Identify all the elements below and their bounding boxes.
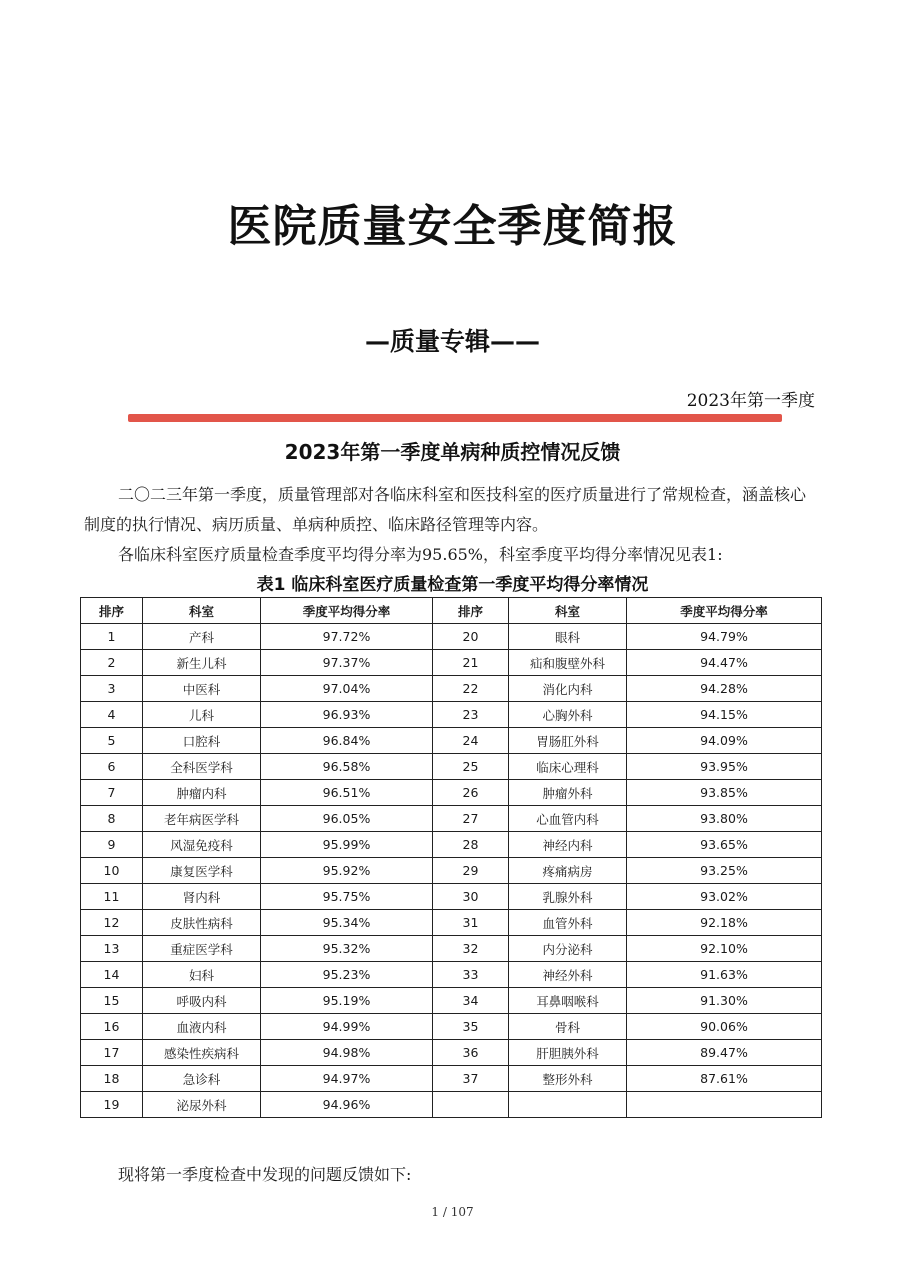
rank-cell: 37: [433, 1066, 509, 1092]
issue-date: 2023年第一季度: [686, 391, 815, 411]
table-caption: 表1 临床科室医疗质量检查第一季度平均得分率情况: [256, 575, 649, 595]
dept-cell: 全科医学科: [143, 754, 261, 780]
score-cell: 93.25%: [627, 858, 822, 884]
dept-cell: 乳腺外科: [509, 884, 627, 910]
rank-cell: 10: [81, 858, 143, 884]
dept-cell: 心胸外科: [509, 702, 627, 728]
dept-cell: 临床心理科: [509, 754, 627, 780]
score-cell: 94.47%: [627, 650, 822, 676]
table-row: [81, 858, 822, 884]
dept-cell: 肾内科: [143, 884, 261, 910]
dept-cell: 肝胆胰外科: [509, 1040, 627, 1066]
rank-cell: 11: [81, 884, 143, 910]
rank-cell: 29: [433, 858, 509, 884]
rank-cell: 24: [433, 728, 509, 754]
dept-cell: 胃肠肛外科: [509, 728, 627, 754]
table-body: [81, 624, 822, 1118]
score-cell: 97.72%: [261, 624, 433, 650]
score-cell: 94.98%: [261, 1040, 433, 1066]
score-cell: 93.80%: [627, 806, 822, 832]
rank-cell: 26: [433, 780, 509, 806]
score-cell: 91.63%: [627, 962, 822, 988]
section-title: 2023年第一季度单病种质控情况反馈: [284, 440, 621, 464]
col-dept-right: 科室: [509, 598, 627, 624]
dept-cell: 骨科: [509, 1014, 627, 1040]
table-row: [81, 754, 822, 780]
dept-cell: 耳鼻咽喉科: [509, 988, 627, 1014]
dept-cell: 呼吸内科: [143, 988, 261, 1014]
rank-cell: 28: [433, 832, 509, 858]
dept-cell: 内分泌科: [509, 936, 627, 962]
table-row: [81, 962, 822, 988]
score-cell: 96.05%: [261, 806, 433, 832]
score-cell: 95.19%: [261, 988, 433, 1014]
score-cell: 93.85%: [627, 780, 822, 806]
table-row: [81, 1040, 822, 1066]
dept-cell: 风湿免疫科: [143, 832, 261, 858]
dept-cell: 儿科: [143, 702, 261, 728]
score-cell: 94.79%: [627, 624, 822, 650]
table-row: [81, 728, 822, 754]
score-cell: 94.97%: [261, 1066, 433, 1092]
col-score-right: 季度平均得分率: [627, 598, 822, 624]
dept-cell: [509, 1092, 627, 1118]
rank-cell: 9: [81, 832, 143, 858]
rank-cell: 35: [433, 1014, 509, 1040]
rank-cell: 25: [433, 754, 509, 780]
rank-cell: 19: [81, 1092, 143, 1118]
dept-cell: 口腔科: [143, 728, 261, 754]
score-cell: 89.47%: [627, 1040, 822, 1066]
score-cell: 96.51%: [261, 780, 433, 806]
dept-cell: 急诊科: [143, 1066, 261, 1092]
dept-cell: 疼痛病房: [509, 858, 627, 884]
page-title: 医院质量安全季度简报: [227, 201, 678, 252]
rank-cell: 20: [433, 624, 509, 650]
score-cell: 94.09%: [627, 728, 822, 754]
dept-cell: 感染性疾病科: [143, 1040, 261, 1066]
rank-cell: 1: [81, 624, 143, 650]
summary-paragraph: 各临床科室医疗质量检查季度平均得分率为95.65%，科室季度平均得分率情况见表1:: [118, 545, 723, 564]
dept-cell: 皮肤性病科: [143, 910, 261, 936]
table-header-row: [81, 598, 822, 624]
page-number: 1 / 107: [431, 1205, 474, 1219]
score-cell: 95.23%: [261, 962, 433, 988]
score-cell: 96.93%: [261, 702, 433, 728]
rank-cell: 15: [81, 988, 143, 1014]
score-cell: 97.37%: [261, 650, 433, 676]
table-row: [81, 1092, 822, 1118]
table-row: [81, 884, 822, 910]
dept-cell: 神经内科: [509, 832, 627, 858]
score-cell: 93.02%: [627, 884, 822, 910]
rank-cell: 21: [433, 650, 509, 676]
rank-cell: [433, 1092, 509, 1118]
dept-cell: 康复医学科: [143, 858, 261, 884]
rank-cell: 36: [433, 1040, 509, 1066]
dept-cell: 血液内科: [143, 1014, 261, 1040]
dept-cell: 产科: [143, 624, 261, 650]
score-cell: 90.06%: [627, 1014, 822, 1040]
rank-cell: 14: [81, 962, 143, 988]
rank-cell: 5: [81, 728, 143, 754]
rank-cell: 34: [433, 988, 509, 1014]
col-score-left: 季度平均得分率: [261, 598, 433, 624]
rank-cell: 23: [433, 702, 509, 728]
rank-cell: 18: [81, 1066, 143, 1092]
table-row: [81, 936, 822, 962]
score-cell: 94.96%: [261, 1092, 433, 1118]
rank-cell: 17: [81, 1040, 143, 1066]
table-row: [81, 676, 822, 702]
dept-cell: 妇科: [143, 962, 261, 988]
col-rank-right: 排序: [433, 598, 509, 624]
rank-cell: 3: [81, 676, 143, 702]
score-cell: 94.99%: [261, 1014, 433, 1040]
rank-cell: 16: [81, 1014, 143, 1040]
dept-cell: 泌尿外科: [143, 1092, 261, 1118]
page-subtitle: —质量专辑——: [364, 327, 540, 356]
dept-cell: 新生儿科: [143, 650, 261, 676]
rank-cell: 4: [81, 702, 143, 728]
rank-cell: 7: [81, 780, 143, 806]
score-cell: 92.18%: [627, 910, 822, 936]
score-cell: 95.92%: [261, 858, 433, 884]
score-cell: 94.15%: [627, 702, 822, 728]
col-rank-left: 排序: [81, 598, 143, 624]
red-divider: [128, 414, 782, 422]
table-row: [81, 624, 822, 650]
rank-cell: 27: [433, 806, 509, 832]
intro-paragraph: 二〇二三年第一季度，质量管理部对各临床科室和医技科室的医疗质量进行了常规检查，涵盖核心制度的执行情况、病历质量、单病种质控、临床路径管理等内容。: [84, 485, 807, 534]
score-cell: 93.65%: [627, 832, 822, 858]
dept-cell: 重症医学科: [143, 936, 261, 962]
dept-cell: 肿瘤内科: [143, 780, 261, 806]
table-row: [81, 988, 822, 1014]
score-cell: 95.99%: [261, 832, 433, 858]
dept-cell: 整形外科: [509, 1066, 627, 1092]
table-row: [81, 650, 822, 676]
dept-cell: 中医科: [143, 676, 261, 702]
rank-cell: 13: [81, 936, 143, 962]
dept-cell: 疝和腹壁外科: [509, 650, 627, 676]
table-row: [81, 832, 822, 858]
score-cell: 92.10%: [627, 936, 822, 962]
score-cell: 94.28%: [627, 676, 822, 702]
col-dept-left: 科室: [143, 598, 261, 624]
dept-cell: 肿瘤外科: [509, 780, 627, 806]
table-row: [81, 702, 822, 728]
score-cell: 95.75%: [261, 884, 433, 910]
score-cell: 93.95%: [627, 754, 822, 780]
score-cell: 96.84%: [261, 728, 433, 754]
rank-cell: 33: [433, 962, 509, 988]
table-row: [81, 1014, 822, 1040]
dept-cell: 消化内科: [509, 676, 627, 702]
dept-cell: 心血管内科: [509, 806, 627, 832]
rank-cell: 8: [81, 806, 143, 832]
score-cell: 91.30%: [627, 988, 822, 1014]
score-cell: 97.04%: [261, 676, 433, 702]
score-cell: [627, 1092, 822, 1118]
score-cell: 96.58%: [261, 754, 433, 780]
rank-cell: 6: [81, 754, 143, 780]
rank-cell: 22: [433, 676, 509, 702]
score-cell: 95.32%: [261, 936, 433, 962]
feedback-intro: 现将第一季度检查中发现的问题反馈如下:: [118, 1165, 412, 1184]
rank-cell: 32: [433, 936, 509, 962]
score-cell: 95.34%: [261, 910, 433, 936]
table-row: [81, 806, 822, 832]
table-row: [81, 780, 822, 806]
table-row: [81, 1066, 822, 1092]
dept-cell: 神经外科: [509, 962, 627, 988]
dept-cell: 眼科: [509, 624, 627, 650]
dept-cell: 血管外科: [509, 910, 627, 936]
table-row: [81, 910, 822, 936]
rank-cell: 12: [81, 910, 143, 936]
score-table: [80, 597, 822, 1118]
rank-cell: 30: [433, 884, 509, 910]
rank-cell: 2: [81, 650, 143, 676]
score-cell: 87.61%: [627, 1066, 822, 1092]
dept-cell: 老年病医学科: [143, 806, 261, 832]
rank-cell: 31: [433, 910, 509, 936]
